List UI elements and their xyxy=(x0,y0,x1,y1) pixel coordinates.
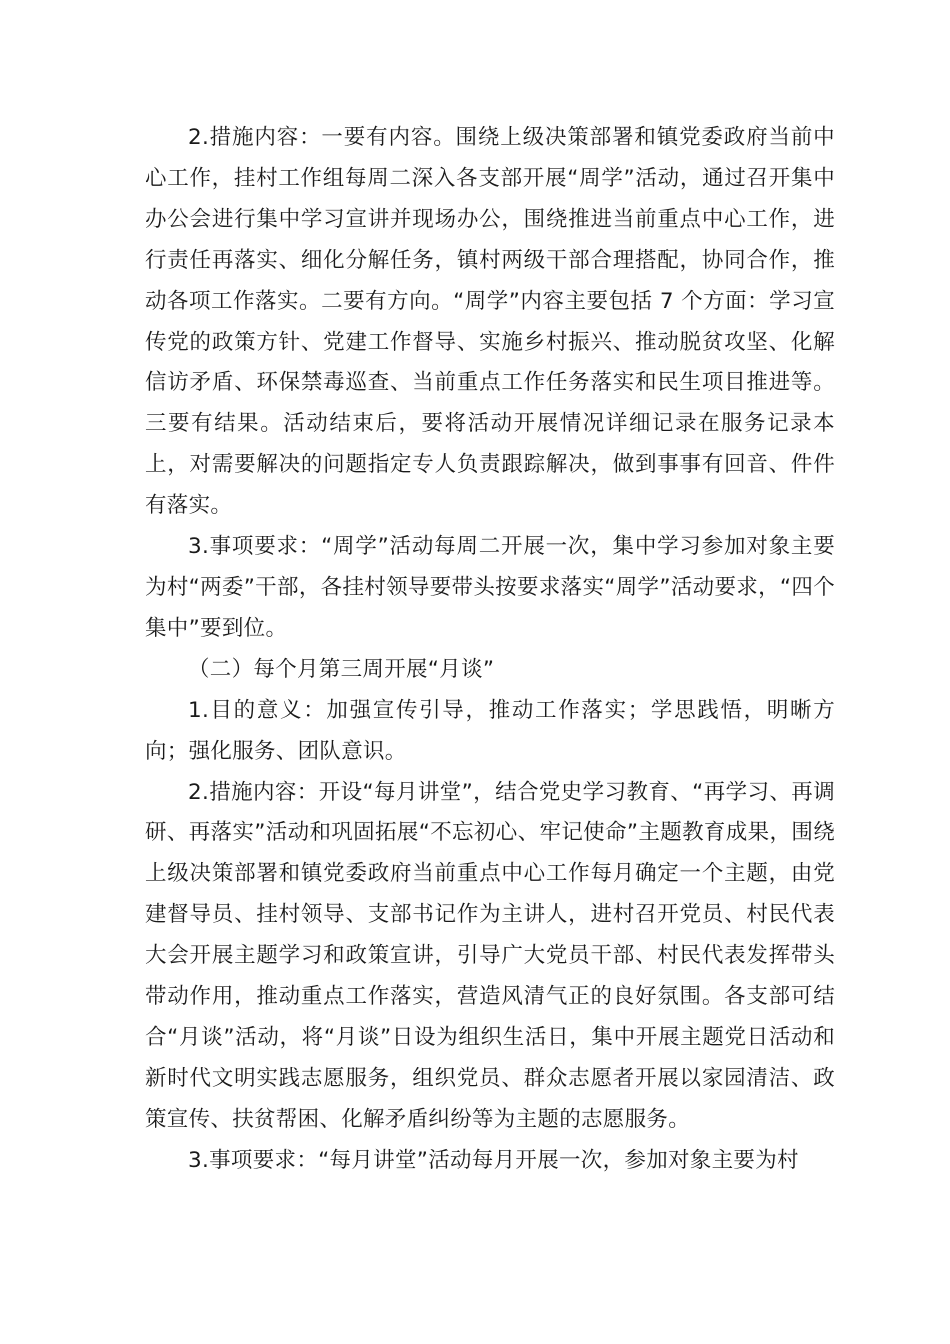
paragraph-monthly-talk-measures: 2.措施内容：开设“每月讲堂”，结合党史学习教育、“再学习、再调研、再落实”活动和巩固拓展“不忘初心、牢记使命”主题教育成果，围绕上级决策部署和镇党委政府当前重点中心工作每月确定一个主题，由党建督导员、挂村领导、支部书记作为主讲人，进村召开党员、村民代表大会开展主题学习和政策宣讲，引导广大党员干部、村民代表发挥带头带动作用，推动重点工作落实，营造风清气正的良好氛围。各支部可结合“月谈”活动，将“月谈”日设为组织生活日，集中开展主题党日活动和新时代文明实践志愿服务，组织党员、群众志愿者开展以家园清洁、政策宣传、扶贫帮困、化解矛盾纠纷等为主题的志愿服务。 xyxy=(145,779,835,1132)
paragraph-weekly-study-requirements: 3.事项要求：“周学”活动每周二开展一次，集中学习参加对象主要为村“两委”干部，各挂村领导要带头按要求落实“周学”活动要求，“四个集中”要到位。 xyxy=(145,534,835,641)
paragraph-weekly-study-measures: 2.措施内容：一要有内容。围绕上级决策部署和镇党委政府当前中心工作，挂村工作组每周二深入各支部开展“周学”活动，通过召开集中办公会进行集中学习宣讲并现场办公，围绕推进当前重点中心工作，进行责任再落实、细化分解任务，镇村两级干部合理搭配，协同合作，推动各项工作落实。二要有方向。“周学”内容主要包括 7 个方面：学习宣传党的政策方针、党建工作督导、实施乡村振兴、推动脱贫攻坚、化解信访矛盾、环保禁毒巡查、当前重点工作任务落实和民生项目推进等。三要有结果。活动结束后，要将活动开展情况详细记录在服务记录本上，对需要解决的问题指定专人负责跟踪解决，做到事事有回音、件件有落实。 xyxy=(145,125,835,519)
paragraph-monthly-talk-purpose: 1.目的意义：加强宣传引导，推动工作落实；学思践悟，明晰方向；强化服务、团队意识。 xyxy=(145,697,835,764)
document-body xyxy=(145,118,835,1182)
section-heading-monthly-talk: （二）每个月第三周开展“月谈” xyxy=(188,656,495,682)
paragraph-monthly-talk-requirements: 3.事项要求：“每月讲堂”活动每月开展一次，参加对象主要为村 xyxy=(188,1147,799,1173)
